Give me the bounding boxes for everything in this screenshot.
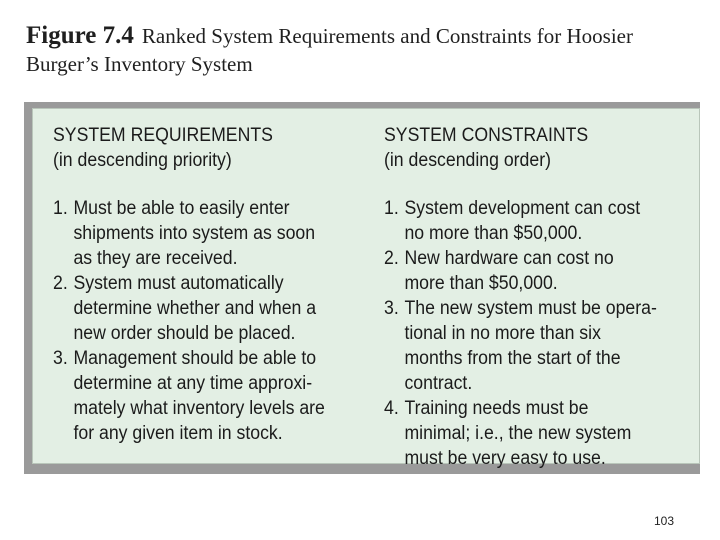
constraints-title: SYSTEM CONSTRAINTS <box>384 125 589 146</box>
requirement-item <box>53 196 327 271</box>
constraint-item <box>384 196 658 246</box>
requirements-list <box>53 196 327 446</box>
constraint-item <box>384 396 658 471</box>
requirement-item <box>53 346 327 446</box>
figure-heading <box>26 22 706 78</box>
constraint-number: 1. <box>384 198 399 219</box>
constraint-item <box>384 296 658 396</box>
constraint-number: 2. <box>384 248 399 269</box>
requirements-column <box>53 123 327 471</box>
constraints-column <box>384 123 658 471</box>
requirement-text: System must automatically determine whether and when a new order should be placed. <box>73 273 317 344</box>
figure-caption: Ranked System Requirements and Constraints for Hoosier <box>141 24 633 48</box>
constraint-text: System development can cost no more than $50,000. <box>404 198 641 244</box>
requirements-subtitle: (in descending priority) <box>53 150 232 171</box>
constraint-number: 3. <box>384 298 399 319</box>
constraint-text: Training needs must be minimal; i.e., the new system must be very easy to use. <box>404 398 632 469</box>
constraints-subtitle: (in descending order) <box>384 150 551 171</box>
figure-number: Figure 7.4 <box>26 22 134 49</box>
constraint-text: New hardware can cost no more than $50,000. <box>404 248 614 294</box>
requirement-item <box>53 271 327 346</box>
figure-panel <box>32 108 700 469</box>
figure-caption-continued: Burger’s Inventory System <box>26 52 253 76</box>
constraint-number: 4. <box>384 398 399 419</box>
constraint-item <box>384 246 658 296</box>
constraint-text: The new system must be opera-tional in no more than six months from the start of the contract. <box>404 298 657 394</box>
panel-columns <box>53 123 679 471</box>
requirements-title: SYSTEM REQUIREMENTS <box>53 125 273 146</box>
requirement-text: Management should be able to determine at any time approxi-mately what inventory levels are for any given item in stock. <box>73 348 325 444</box>
page-number: 103 <box>654 514 675 528</box>
requirement-number: 2. <box>53 273 68 294</box>
requirement-text: Must be able to easily enter shipments into system as soon as they are received. <box>73 198 316 269</box>
requirement-number: 1. <box>53 198 68 219</box>
requirement-number: 3. <box>53 348 68 369</box>
constraints-list <box>384 196 658 471</box>
